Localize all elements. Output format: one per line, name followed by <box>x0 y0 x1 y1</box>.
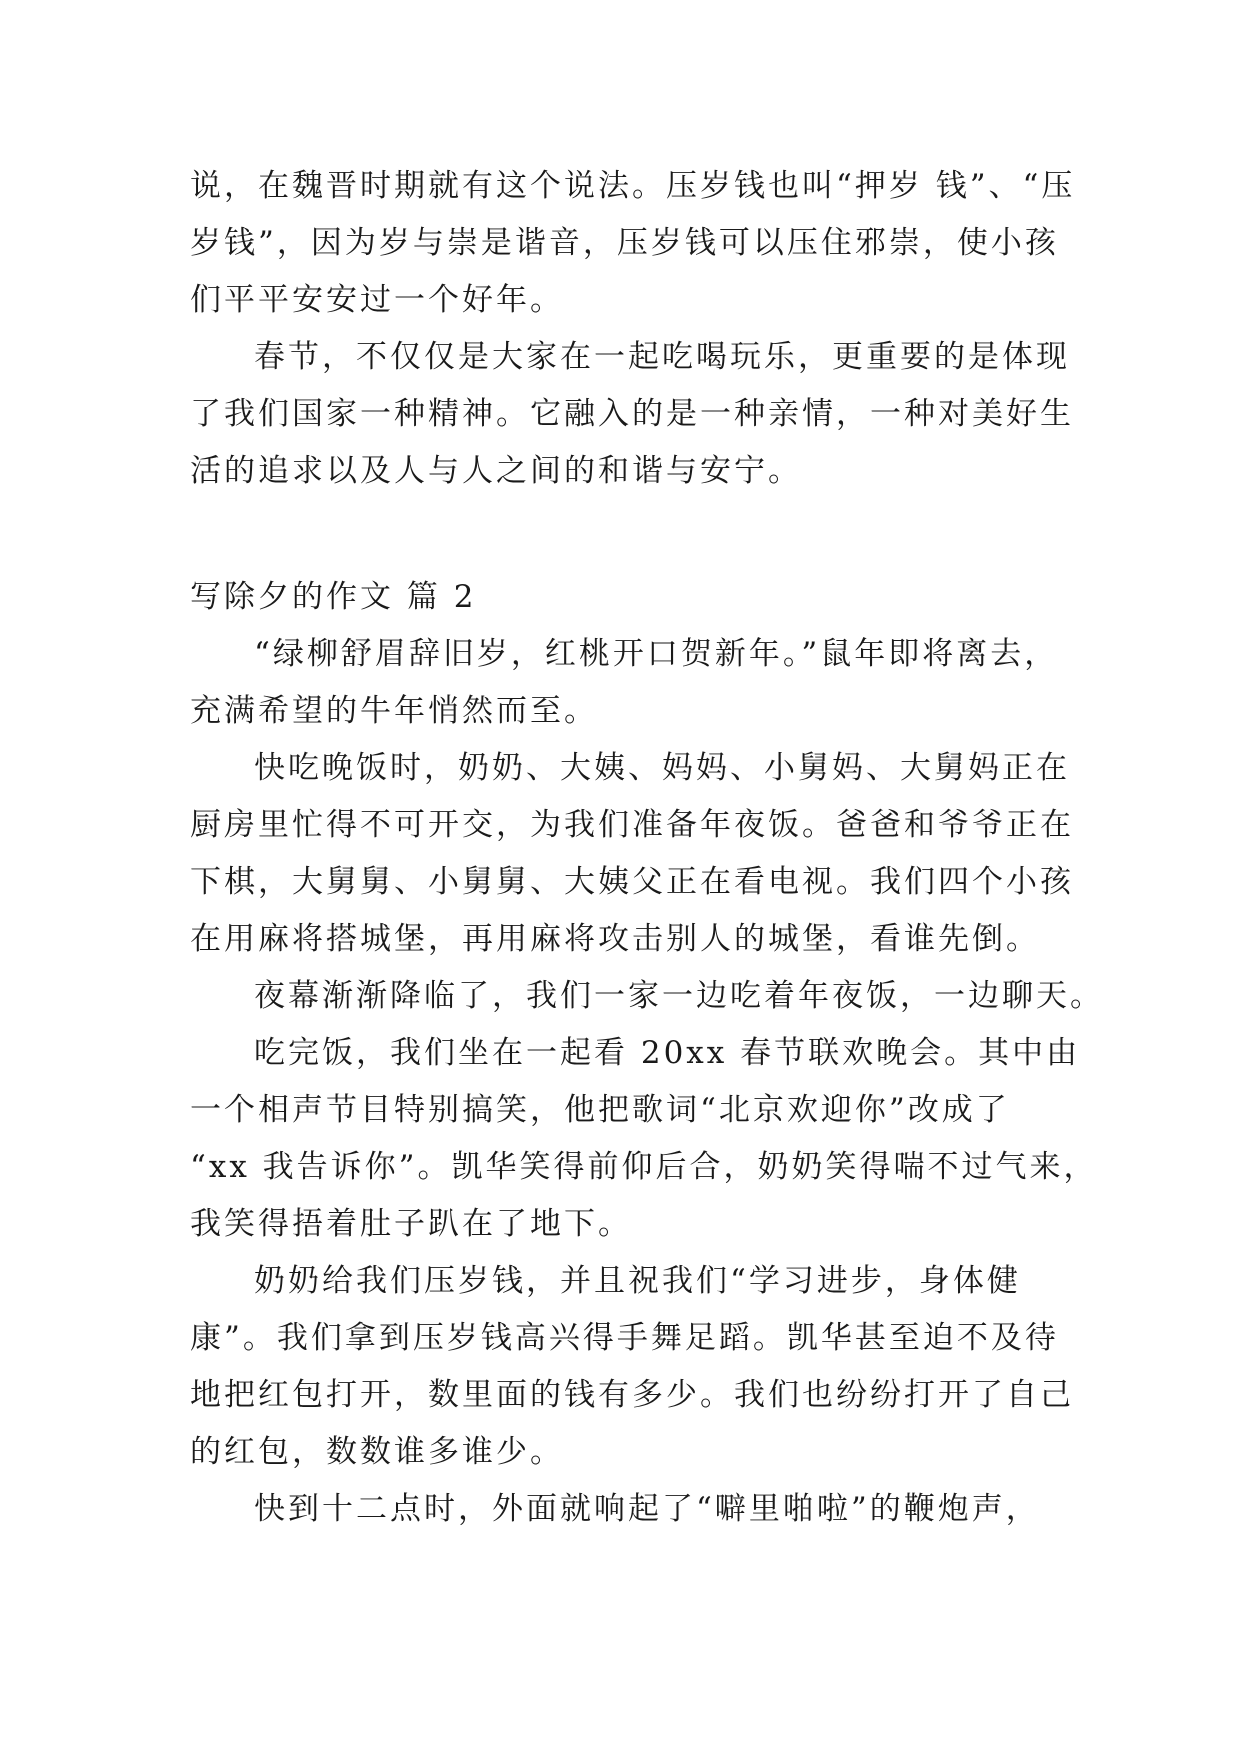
section-heading: 写除夕的作文 篇 2 <box>190 579 477 615</box>
text-line: 的红包，数数谁多谁少。 <box>190 1434 564 1470</box>
text-line: 厨房里忙得不可开交，为我们准备年夜饭。爸爸和爷爷正在 <box>190 807 1074 843</box>
paragraph-first-line: 奶奶给我们压岁钱，并且祝我们“学习进步，身体健 <box>254 1263 1021 1299</box>
paragraph-first-line: 夜幕渐渐降临了，我们一家一边吃着年夜饭，一边聊天。 <box>254 978 1104 1014</box>
text-line: 我笑得捂着肚子趴在了地下。 <box>190 1206 632 1242</box>
paragraph-first-line: 吃完饭，我们坐在一起看 20xx 春节联欢晚会。其中由 <box>254 1035 1081 1071</box>
text-line: 活的追求以及人与人之间的和谐与安宁。 <box>190 453 802 489</box>
paragraph-first-line: 快到十二点时，外面就响起了“噼里啪啦”的鞭炮声， <box>254 1491 1040 1527</box>
paragraph-first-line: 快吃晚饭时，奶奶、大姨、妈妈、小舅妈、大舅妈正在 <box>254 750 1070 786</box>
text-line: 下棋，大舅舅、小舅舅、大姨父正在看电视。我们四个小孩 <box>190 864 1074 900</box>
text-line: “xx 我告诉你”。凯华笑得前仰后合，奶奶笑得喘不过气来， <box>190 1149 1098 1185</box>
paragraph-first-line: “绿柳舒眉辞旧岁，红桃开口贺新年。”鼠年即将离去， <box>254 636 1059 672</box>
text-line: 一个相声节目特别搞笑，他把歌词“北京欢迎你”改成了 <box>190 1092 1010 1128</box>
text-line: 说，在魏晋时期就有这个说法。压岁钱也叫“押岁 钱”、“压 <box>190 168 1076 204</box>
text-line: 在用麻将搭城堡，再用麻将攻击别人的城堡，看谁先倒。 <box>190 921 1040 957</box>
text-line: 了我们国家一种精神。它融入的是一种亲情，一种对美好生 <box>190 396 1074 432</box>
text-line: 岁钱”，因为岁与崇是谐音，压岁钱可以压住邪崇，使小孩 <box>190 225 1059 261</box>
text-line: 们平平安安过一个好年。 <box>190 282 564 318</box>
paragraph-first-line: 春节，不仅仅是大家在一起吃喝玩乐，更重要的是体现 <box>254 339 1070 375</box>
text-line: 充满希望的牛年悄然而至。 <box>190 693 598 729</box>
text-line: 地把红包打开，数里面的钱有多少。我们也纷纷打开了自己 <box>190 1377 1074 1413</box>
text-line: 康”。我们拿到压岁钱高兴得手舞足蹈。凯华甚至迫不及待 <box>190 1320 1059 1356</box>
